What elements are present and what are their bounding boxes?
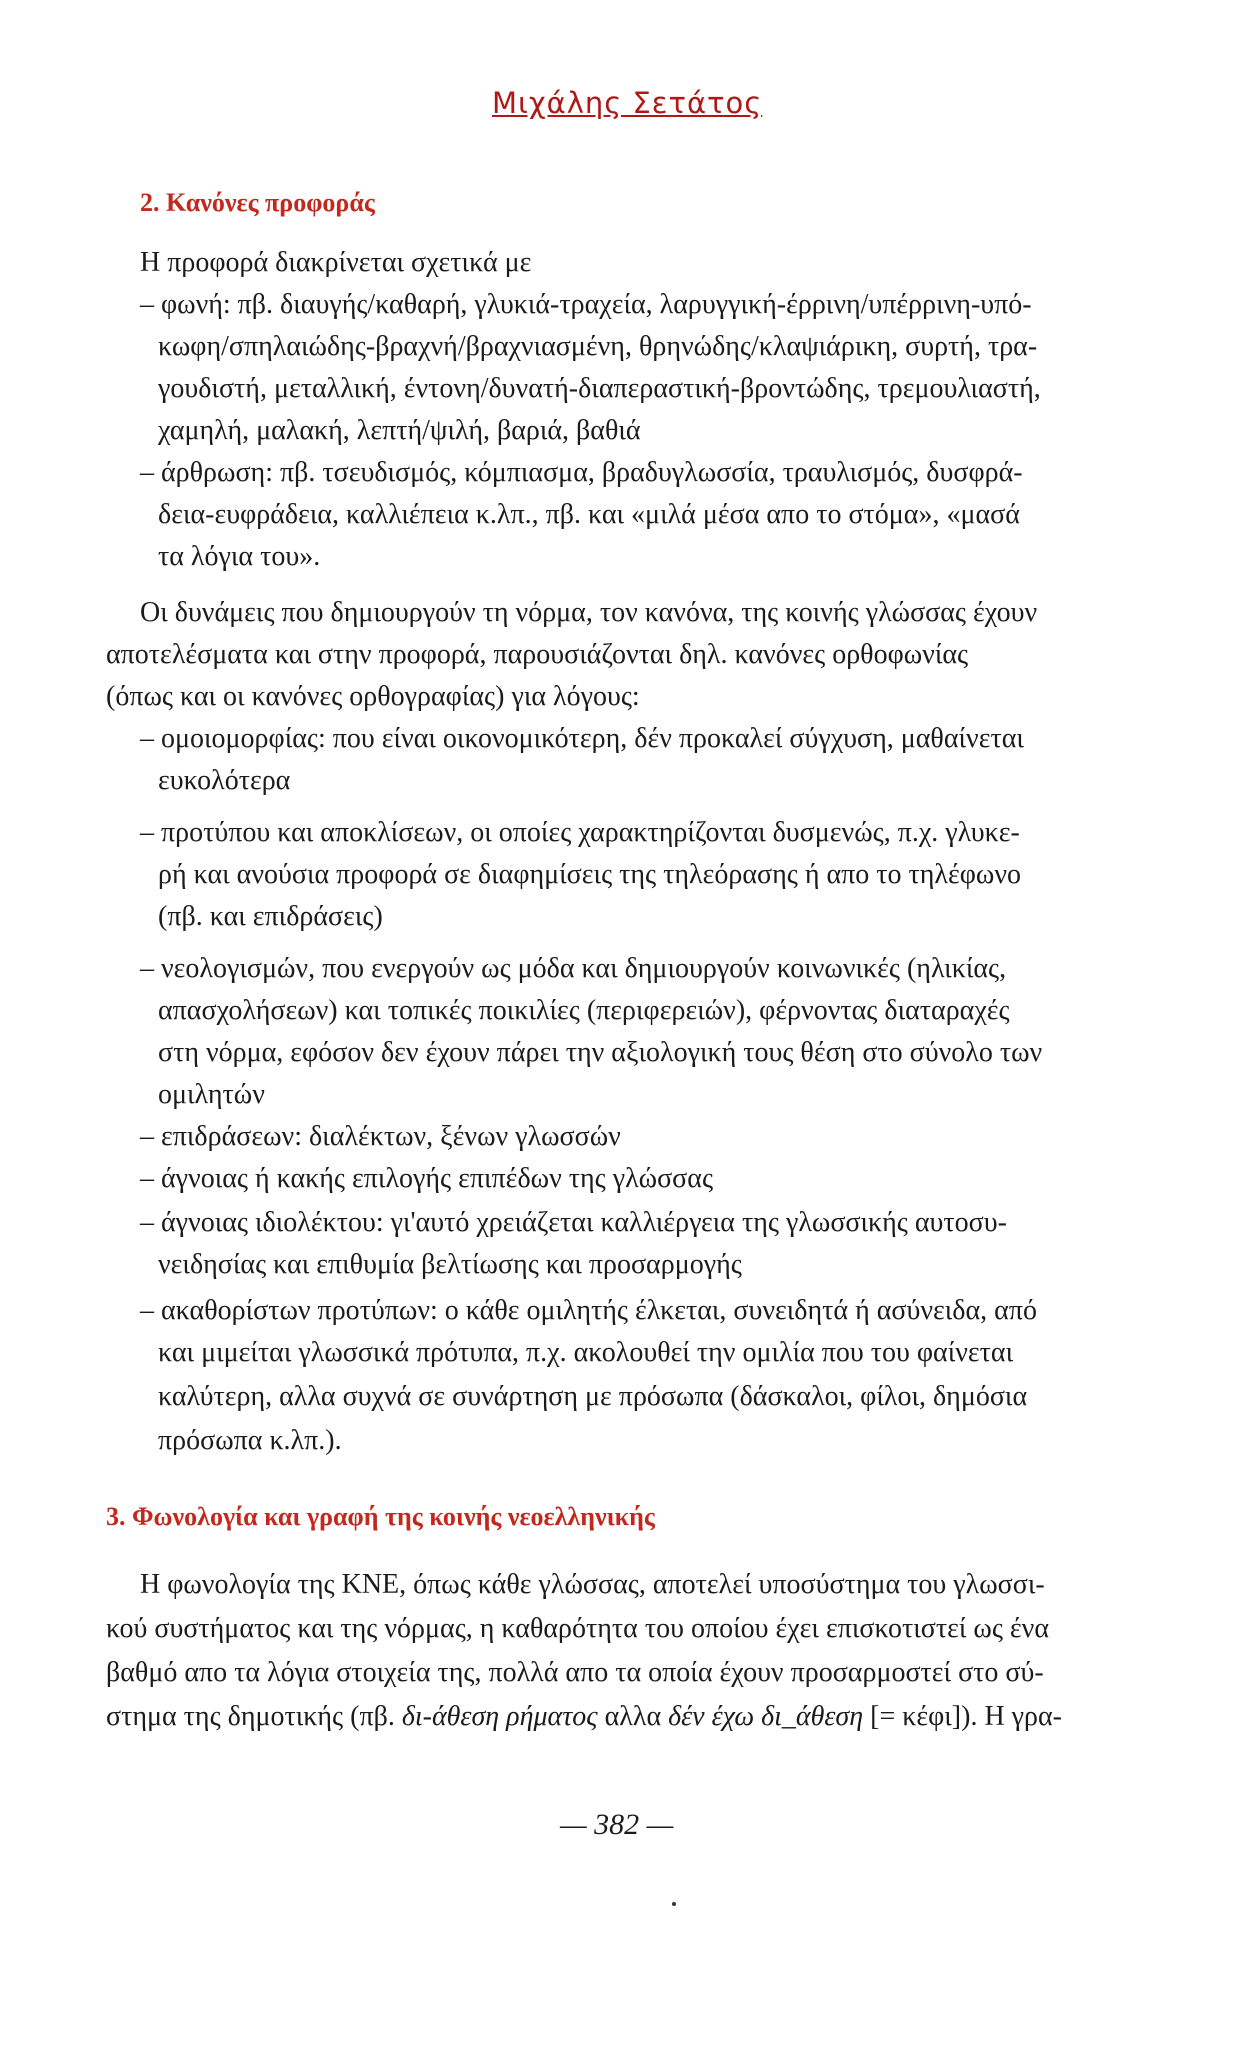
text-line: (πβ. και επιδράσεις) [158,901,383,932]
text-line: δεια-ευφράδεια, καλλιέπεια κ.λπ., πβ. και «μιλά μέσα απο το στόμα», «μασά [158,499,1020,530]
scan-speck [672,1902,676,1906]
text-line: (όπως και οι κανόνες ορθογραφίας) για λόγους: [106,681,640,712]
text-line: κωφη/σπηλαιώδης-βραχνή/βραχνιασμένη, θρηνώδης/κλαψιάρικη, συρτή, τρα- [158,331,1038,362]
text-line: νειδησίας και επιθυμία βελτίωσης και προσαρμογής [158,1249,742,1280]
text-line: – άρθρωση: πβ. τσευδισμός, κόμπιασμα, βραδυγλωσσία, τραυλισμός, δυσφρά- [140,457,1023,488]
text-line: και μιμείται γλωσσικά πρότυπα, π.χ. ακολουθεί την ομιλία που του φαίνεται [158,1337,1014,1368]
text-line: ευκολότερα [158,765,291,796]
text-line [106,1700,1062,1734]
section-2-heading: 2. Κανόνες προφοράς [140,188,375,217]
text-line: αποτελέσματα και στην προφορά, παρουσιάζονται δηλ. κανόνες ορθοφωνίας [106,639,969,670]
text-line: – προτύπου και αποκλίσεων, οι οποίες χαρακτηρίζονται δυσμενώς, π.χ. γλυκε- [140,817,1020,848]
text-line: Η φωνολογία της ΚΝΕ, όπως κάθε γλώσσας, αποτελεί υποσύστημα του γλωσσι- [140,1569,1045,1600]
text-line: στη νόρμα, εφόσον δεν έχουν πάρει την αξιολογική τους θέση στο σύνολο των [158,1037,1043,1068]
text-line: Η προφορά διακρίνεται σχετικά με [140,247,532,278]
page-number: — 382 — [560,1808,674,1841]
text-line: – ομοιομορφίας: που είναι οικονομικότερη, δέν προκαλεί σύγχυση, μαθαίνεται [140,723,1024,754]
text-line: – επιδράσεων: διαλέκτων, ξένων γλωσσών [140,1121,621,1152]
text-line: τα λόγια του». [158,541,321,572]
text-segment: αλλα [597,1701,669,1732]
text-line: ομιλητών [158,1079,265,1110]
author-header: Μιχάλης Σετάτος [492,86,763,120]
text-line: ρή και ανούσια προφορά σε διαφημίσεις της τηλεόρασης ή απο το τηλέφωνο [158,859,1022,890]
text-line: – νεολογισμών, που ενεργούν ως μόδα και δημιουργούν κοινωνικές (ηλικίας, [140,953,1007,984]
text-line: Οι δυνάμεις που δημιουργούν τη νόρμα, τον κανόνα, της κοινής γλώσσας έχουν [140,597,1038,628]
section-3-heading: 3. Φωνολογία και γραφή της κοινής νεοελληνικής [106,1502,655,1531]
text-line: – ακαθορίστων προτύπων: ο κάθε ομιλητής έλκεται, συνειδητά ή ασύνειδα, από [140,1295,1037,1326]
text-line: απασχολήσεων) και τοπικές ποικιλίες (περιφερειών), φέρνοντας διαταραχές [158,995,1010,1026]
text-line: καλύτερη, αλλα συχνά σε συνάρτηση με πρόσωπα (δάσκαλοι, φίλοι, δημόσια [158,1381,1028,1412]
text-line: χαμηλή, μαλακή, λεπτή/ψιλή, βαριά, βαθιά [158,415,641,446]
text-line: – φωνή: πβ. διαυγής/καθαρή, γλυκιά-τραχεία, λαρυγγική-έρρινη/υπέρρινη-υπό- [140,289,1032,320]
text-segment: στημα της δημοτικής (πβ. [106,1701,402,1732]
italic-example: δι-άθεση ρήματος [401,1701,598,1732]
text-line: πρόσωπα κ.λπ.). [158,1425,342,1456]
text-segment: [= κέφι]). Η γρα- [863,1701,1063,1732]
text-line: – άγνοιας ή κακής επιλογής επιπέδων της γλώσσας [140,1163,714,1194]
italic-example: δέν έχω δι_άθεση [668,1701,864,1732]
text-line: γουδιστή, μεταλλική, έντονη/δυνατή-διαπεραστική-βροντώδης, τρεμουλιαστή, [158,373,1041,404]
text-line: κού συστήματος και της νόρμας, η καθαρότητα του οποίου έχει επισκοτιστεί ως ένα [106,1613,1049,1644]
text-line: – άγνοιας ιδιολέκτου: γι'αυτό χρειάζεται καλλιέργεια της γλωσσικής αυτοσυ- [140,1207,1007,1238]
text-line: βαθμό απο τα λόγια στοιχεία της, πολλά απο τα οποία έχουν προσαρμοστεί στο σύ- [106,1657,1044,1688]
